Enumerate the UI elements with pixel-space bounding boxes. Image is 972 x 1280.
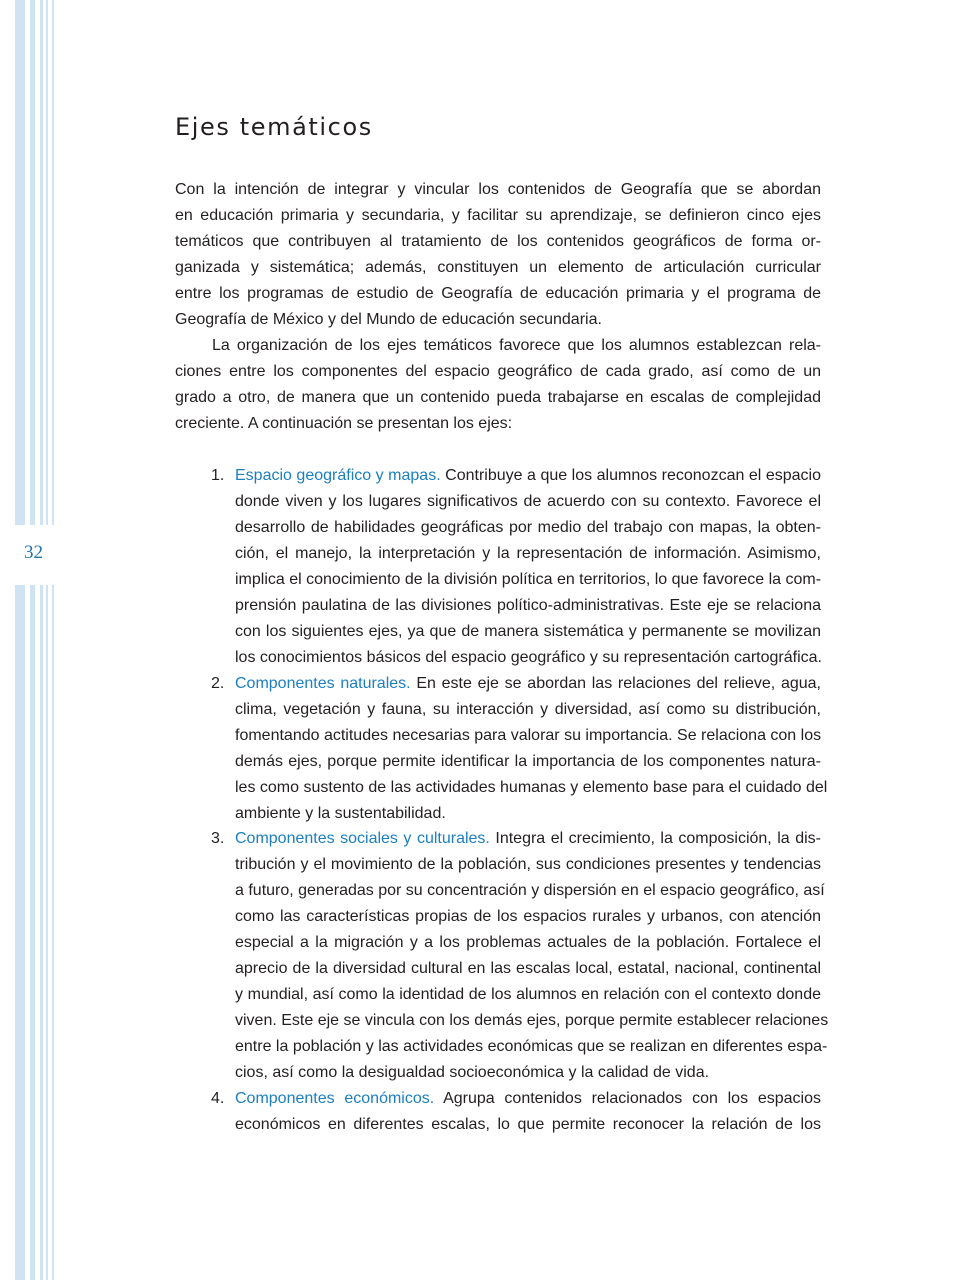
text-line: y mundial, así como la identidad de los alumnos en relación con el contexto donde xyxy=(235,986,821,1003)
axis-text xyxy=(235,463,821,671)
axis-text-start: En este eje se abordan las relaciones del relieve, agua, xyxy=(410,675,821,692)
paragraph-organization xyxy=(175,333,821,437)
section-title: Ejes temáticos xyxy=(175,113,373,141)
paragraph-intro xyxy=(175,177,821,333)
text-line: a futuro, generadas por su concentración y dispersión en el espacio geográfico, así xyxy=(235,882,825,899)
text-line: ción, el manejo, la interpretación y la representación de información. Asimismo, xyxy=(235,545,821,562)
text-line xyxy=(235,826,821,852)
list-number: 2. xyxy=(211,675,225,692)
axis-text xyxy=(235,826,829,1086)
text-line xyxy=(235,1086,821,1112)
text-line: Con la intención de integrar y vincular los contenidos de Geografía que se abordan xyxy=(175,181,821,198)
text-line: aprecio de la diversidad cultural en las escalas local, estatal, nacional, continental xyxy=(235,960,821,977)
text-line: fomentando actitudes necesarias para valorar su importancia. Se relaciona con los xyxy=(235,727,822,744)
text-line: especial a la migración y a los problemas actuales de la población. Fortalece el xyxy=(235,934,821,951)
axis-term: Componentes sociales y culturales. xyxy=(235,830,490,847)
text-line: prensión paulatina de las divisiones político-administrativas. Este eje se relaciona xyxy=(235,597,821,614)
text-line: cios, así como la desigualdad socioeconómica y la calidad de vida. xyxy=(235,1064,710,1081)
text-line: temáticos que contribuyen al tratamiento de los contenidos geográficos de forma or- xyxy=(175,233,821,250)
axis-item-3 xyxy=(175,826,829,1086)
axis-item-1 xyxy=(175,463,821,671)
text-line: desarrollo de habilidades geográficas por medio del trabajo con mapas, la obten- xyxy=(235,519,821,536)
axis-text xyxy=(235,671,828,827)
axis-text xyxy=(235,1086,821,1138)
list-number: 1. xyxy=(211,467,225,484)
text-line: económicos en diferentes escalas, lo que permite reconocer la relación de los xyxy=(235,1116,821,1133)
text-line: implica el conocimiento de la división política en territorios, lo que favorece la com- xyxy=(235,571,822,588)
text-line: viven. Este eje se vincula con los demás ejes, porque permite establecer relaciones xyxy=(235,1012,829,1029)
text-line: con los siguientes ejes, ya que de manera sistemática y permanente se movilizan xyxy=(235,623,821,640)
axis-term: Componentes naturales. xyxy=(235,675,411,692)
text-line xyxy=(235,671,821,697)
text-line: donde viven y los lugares significativos de acuerdo con su contexto. Favorece el xyxy=(235,493,821,510)
axis-term: Componentes económicos. xyxy=(235,1090,435,1107)
axis-item-4 xyxy=(175,1086,821,1138)
text-line: los conocimientos básicos del espacio geográfico y su representación cartográfica. xyxy=(235,649,822,666)
text-line: clima, vegetación y fauna, su interacción y diversidad, así como su distribución, xyxy=(235,701,821,718)
text-line xyxy=(235,463,821,489)
text-line: Geografía de México y del Mundo de educación secundaria. xyxy=(175,311,602,328)
text-line: en educación primaria y secundaria, y facilitar su aprendizaje, se definieron cinco ejes xyxy=(175,207,821,224)
axis-text-start: Agrupa contenidos relacionados con los espacios xyxy=(434,1090,821,1107)
text-line: grado a otro, de manera que un contenido pueda trabajarse en escalas de complejidad xyxy=(175,389,821,406)
list-number: 3. xyxy=(211,830,225,847)
text-line: entre los programas de estudio de Geografía de educación primaria y el programa de xyxy=(175,285,821,302)
text-line: como las características propias de los espacios rurales y urbanos, con atención xyxy=(235,908,821,925)
text-line: demás ejes, porque permite identificar la importancia de los componentes natura- xyxy=(235,753,821,770)
axis-text-start: Integra el crecimiento, la composición, la dis- xyxy=(489,830,821,847)
text-line: tribución y el movimiento de la población, sus condiciones presentes y tendencias xyxy=(235,856,821,873)
text-line: creciente. A continuación se presentan los ejes: xyxy=(175,415,513,432)
page-number: 32 xyxy=(24,542,43,563)
text-line: ganizada y sistemática; además, constituyen un elemento de articulación curricular xyxy=(175,259,821,276)
text-line: ambiente y la sustentabilidad. xyxy=(235,805,446,822)
text-line: les como sustento de las actividades humanas y elemento base para el cuidado del xyxy=(235,779,828,796)
text-line: La organización de los ejes temáticos favorece que los alumnos establezcan rela- xyxy=(212,337,821,354)
list-number: 4. xyxy=(211,1090,225,1107)
axis-item-2 xyxy=(175,671,828,827)
axis-text-start: Contribuye a que los alumnos reconozcan el espacio xyxy=(440,467,821,484)
text-line: ciones entre los componentes del espacio geográfico de cada grado, así como de un xyxy=(175,363,821,380)
axis-term: Espacio geográfico y mapas. xyxy=(235,467,441,484)
text-line: entre la población y las actividades económicas que se realizan en diferentes espa- xyxy=(235,1038,828,1055)
